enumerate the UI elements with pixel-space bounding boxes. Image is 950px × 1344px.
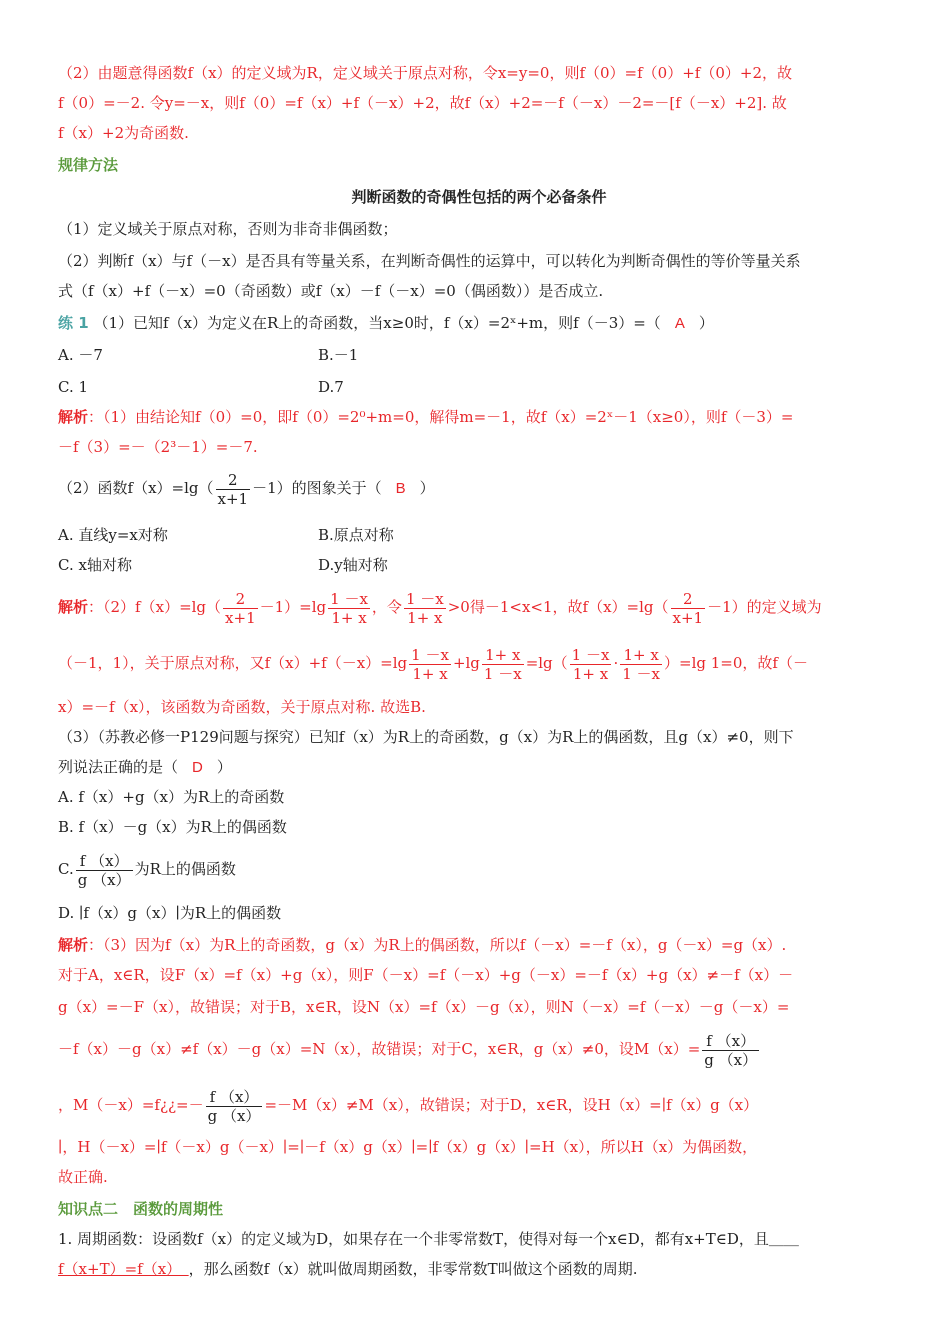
solution-label: 解析 xyxy=(58,408,89,426)
option2-c: C. x轴对称 xyxy=(58,556,132,574)
method-point-2-cont: 式（f（x）+f（－x）=0（奇函数）或f（x）－f（－x）=0（偶函数））是否成立. xyxy=(58,282,604,300)
exercise-3-line-1: （3）（苏教必修一P129问题与探究）已知f（x）为R上的奇函数，g（x）为R上的偶函数，且g（x）≠0，则下 xyxy=(58,728,794,746)
solution-line-2: f（0）=－2. 令y=－x，则f（0）=f（x）+f（－x）+2，故f（x）+2=－f（－x）－2=－[f（－x）+2]. 故 xyxy=(58,94,787,112)
solution-3-line-4: －f（x）－g（x）≠f（x）－g（x）=N（x），故错误；对于C，x∈R，g（x）≠0，设M（x）= $\frac{f (x)}{g (x)}$ xyxy=(58,1031,758,1069)
solution-3-line-3: g（x）=－F（x），故错误；对于B，x∈R，设N（x）=f（x）－g（x），则N（－x）=f（－x）－g（－x）= xyxy=(58,998,790,1016)
solution-3-line-5: ，M（－x）=f¿¿=－ $\frac{f (x)}{g (x)}$ =－M（x）≠M（x），故错误；对于D，x∈R，设H（x）=∣f（x）g（x） xyxy=(58,1087,759,1125)
option2-d: D.y轴对称 xyxy=(318,556,388,574)
method-point-1: （1）定义域关于原点对称，否则为非奇非偶函数； xyxy=(58,220,398,238)
exercise-2-question: （2）函数f（x）=lg（ $\frac{2}{x+1}$ －1）的图象关于（ B ） xyxy=(58,470,435,508)
solution-2-line-2: （－1，1），关于原点对称，又f（x）+f（－x）=lg $\frac{1 -x}{1+ x}$ +lg $\frac{1+ x}{1 -x}$ =lg（ $\frac{1 -x}{1+ x}$ · $\frac{1+ x}{1 -x}$ ）=lg 1=0，故f（－ xyxy=(58,645,808,683)
solution-line-3: f（x）+2为奇函数. xyxy=(58,124,189,142)
solution-3-line-1: 解析：（3）因为f（x）为R上的奇函数，g（x）为R上的偶函数，所以f（－x）=－f（x），g（－x）=g（x）. xyxy=(58,936,787,954)
solution-3-line-6: ∣，H（－x）=∣f（－x）g（－x）∣=∣－f（x）g（x）∣=∣f（x）g（x）∣=H（x），所以H（x）为偶函数， xyxy=(58,1138,758,1156)
option3-a: A. f（x）+g（x）为R上的奇函数 xyxy=(58,788,285,806)
definition-line-2: f（x+T）=f（x） ，那么函数f（x）就叫做周期函数，非零常数T叫做这个函数的周期. xyxy=(58,1260,638,1278)
solution-line-1: （2）由题意得函数f（x）的定义域为R，定义域关于原点对称，令x=y=0，则f（0）=f（0）+f（0）+2，故 xyxy=(58,64,793,82)
option3-b: B. f（x）－g（x）为R上的偶函数 xyxy=(58,818,287,836)
definition-blank-answer: f（x+T）=f（x） xyxy=(58,1260,189,1278)
exercise-3-line-2: 列说法正确的是（ D ） xyxy=(58,758,232,776)
method-point-2: （2）判断f（x）与f（－x）是否具有等量关系，在判断奇偶性的运算中，可以转化为判断奇偶性的等价等量关系 xyxy=(58,252,801,270)
option2-a: A. 直线y=x对称 xyxy=(58,526,168,544)
option-a: A. －7 xyxy=(58,346,103,364)
solution-3-line-2: 对于A，x∈R，设F（x）=f（x）+g（x），则F（－x）=f（－x）+g（－x）=－f（x）+g（x）≠－f（x）－ xyxy=(58,966,794,984)
option-row-2 xyxy=(58,376,344,398)
option3-c: C. $\frac{f (x)}{g (x)}$ 为R上的偶函数 xyxy=(58,851,236,889)
option-d: D.7 xyxy=(318,378,344,396)
option-row-1 xyxy=(58,344,359,366)
exercise-1-question: 练 1 （1）已知f（x）为定义在R上的奇函数，当x≥0时，f（x）=2ˣ+m，则f（－3）=（ A ） xyxy=(58,314,714,332)
solution-2-line-1: 解析：（2）f（x）=lg（ $\frac{2}{x+1}$ －1）=lg $\frac{1 -x}{1+ x}$ ，令 $\frac{1 -x}{1+ x}$ >0得－1<x<1，故f（x）=lg（ $\frac{2}{x+1}$ －1）的定义域为 xyxy=(58,589,822,627)
method-title: 判断函数的奇偶性包括的两个必备条件 xyxy=(351,188,607,206)
answer-2: B xyxy=(395,480,406,497)
knowledge-point-2-heading: 知识点二 函数的周期性 xyxy=(58,1200,224,1218)
solution-1-line-1: 解析：（1）由结论知f（0）=0，即f（0）=2⁰+m=0，解得m=－1，故f（x）=2ˣ－1（x≥0），则f（－3）= xyxy=(58,408,794,426)
definition-line-1: 1. 周期函数：设函数f（x）的定义域为D，如果存在一个非零常数T，使得对每一个x∈D，都有x+T∈D，且＿＿ xyxy=(58,1230,799,1248)
answer-3: D xyxy=(192,759,203,776)
exercise-1-text: （1）已知f（x）为定义在R上的奇函数，当x≥0时，f（x）=2ˣ+m，则f（－3）=（ xyxy=(93,314,661,332)
solution-2-line-3: x）=－f（x），该函数为奇函数，关于原点对称. 故选B. xyxy=(58,698,426,716)
option3-d: D. ∣f（x）g（x）∣为R上的偶函数 xyxy=(58,904,282,922)
option2-b: B.原点对称 xyxy=(318,526,394,544)
option2-row-1 xyxy=(58,524,394,546)
solution-1-line-2: －f（3）=－（2³－1）=－7. xyxy=(58,438,258,456)
exercise-label: 练 1 xyxy=(58,314,89,332)
option-b: B.－1 xyxy=(318,346,359,364)
solution-3-line-7: 故正确. xyxy=(58,1168,108,1186)
option-c: C. 1 xyxy=(58,378,89,396)
heading-method: 规律方法 xyxy=(58,156,119,174)
option2-row-2 xyxy=(58,554,388,576)
answer-1: A xyxy=(674,315,685,332)
